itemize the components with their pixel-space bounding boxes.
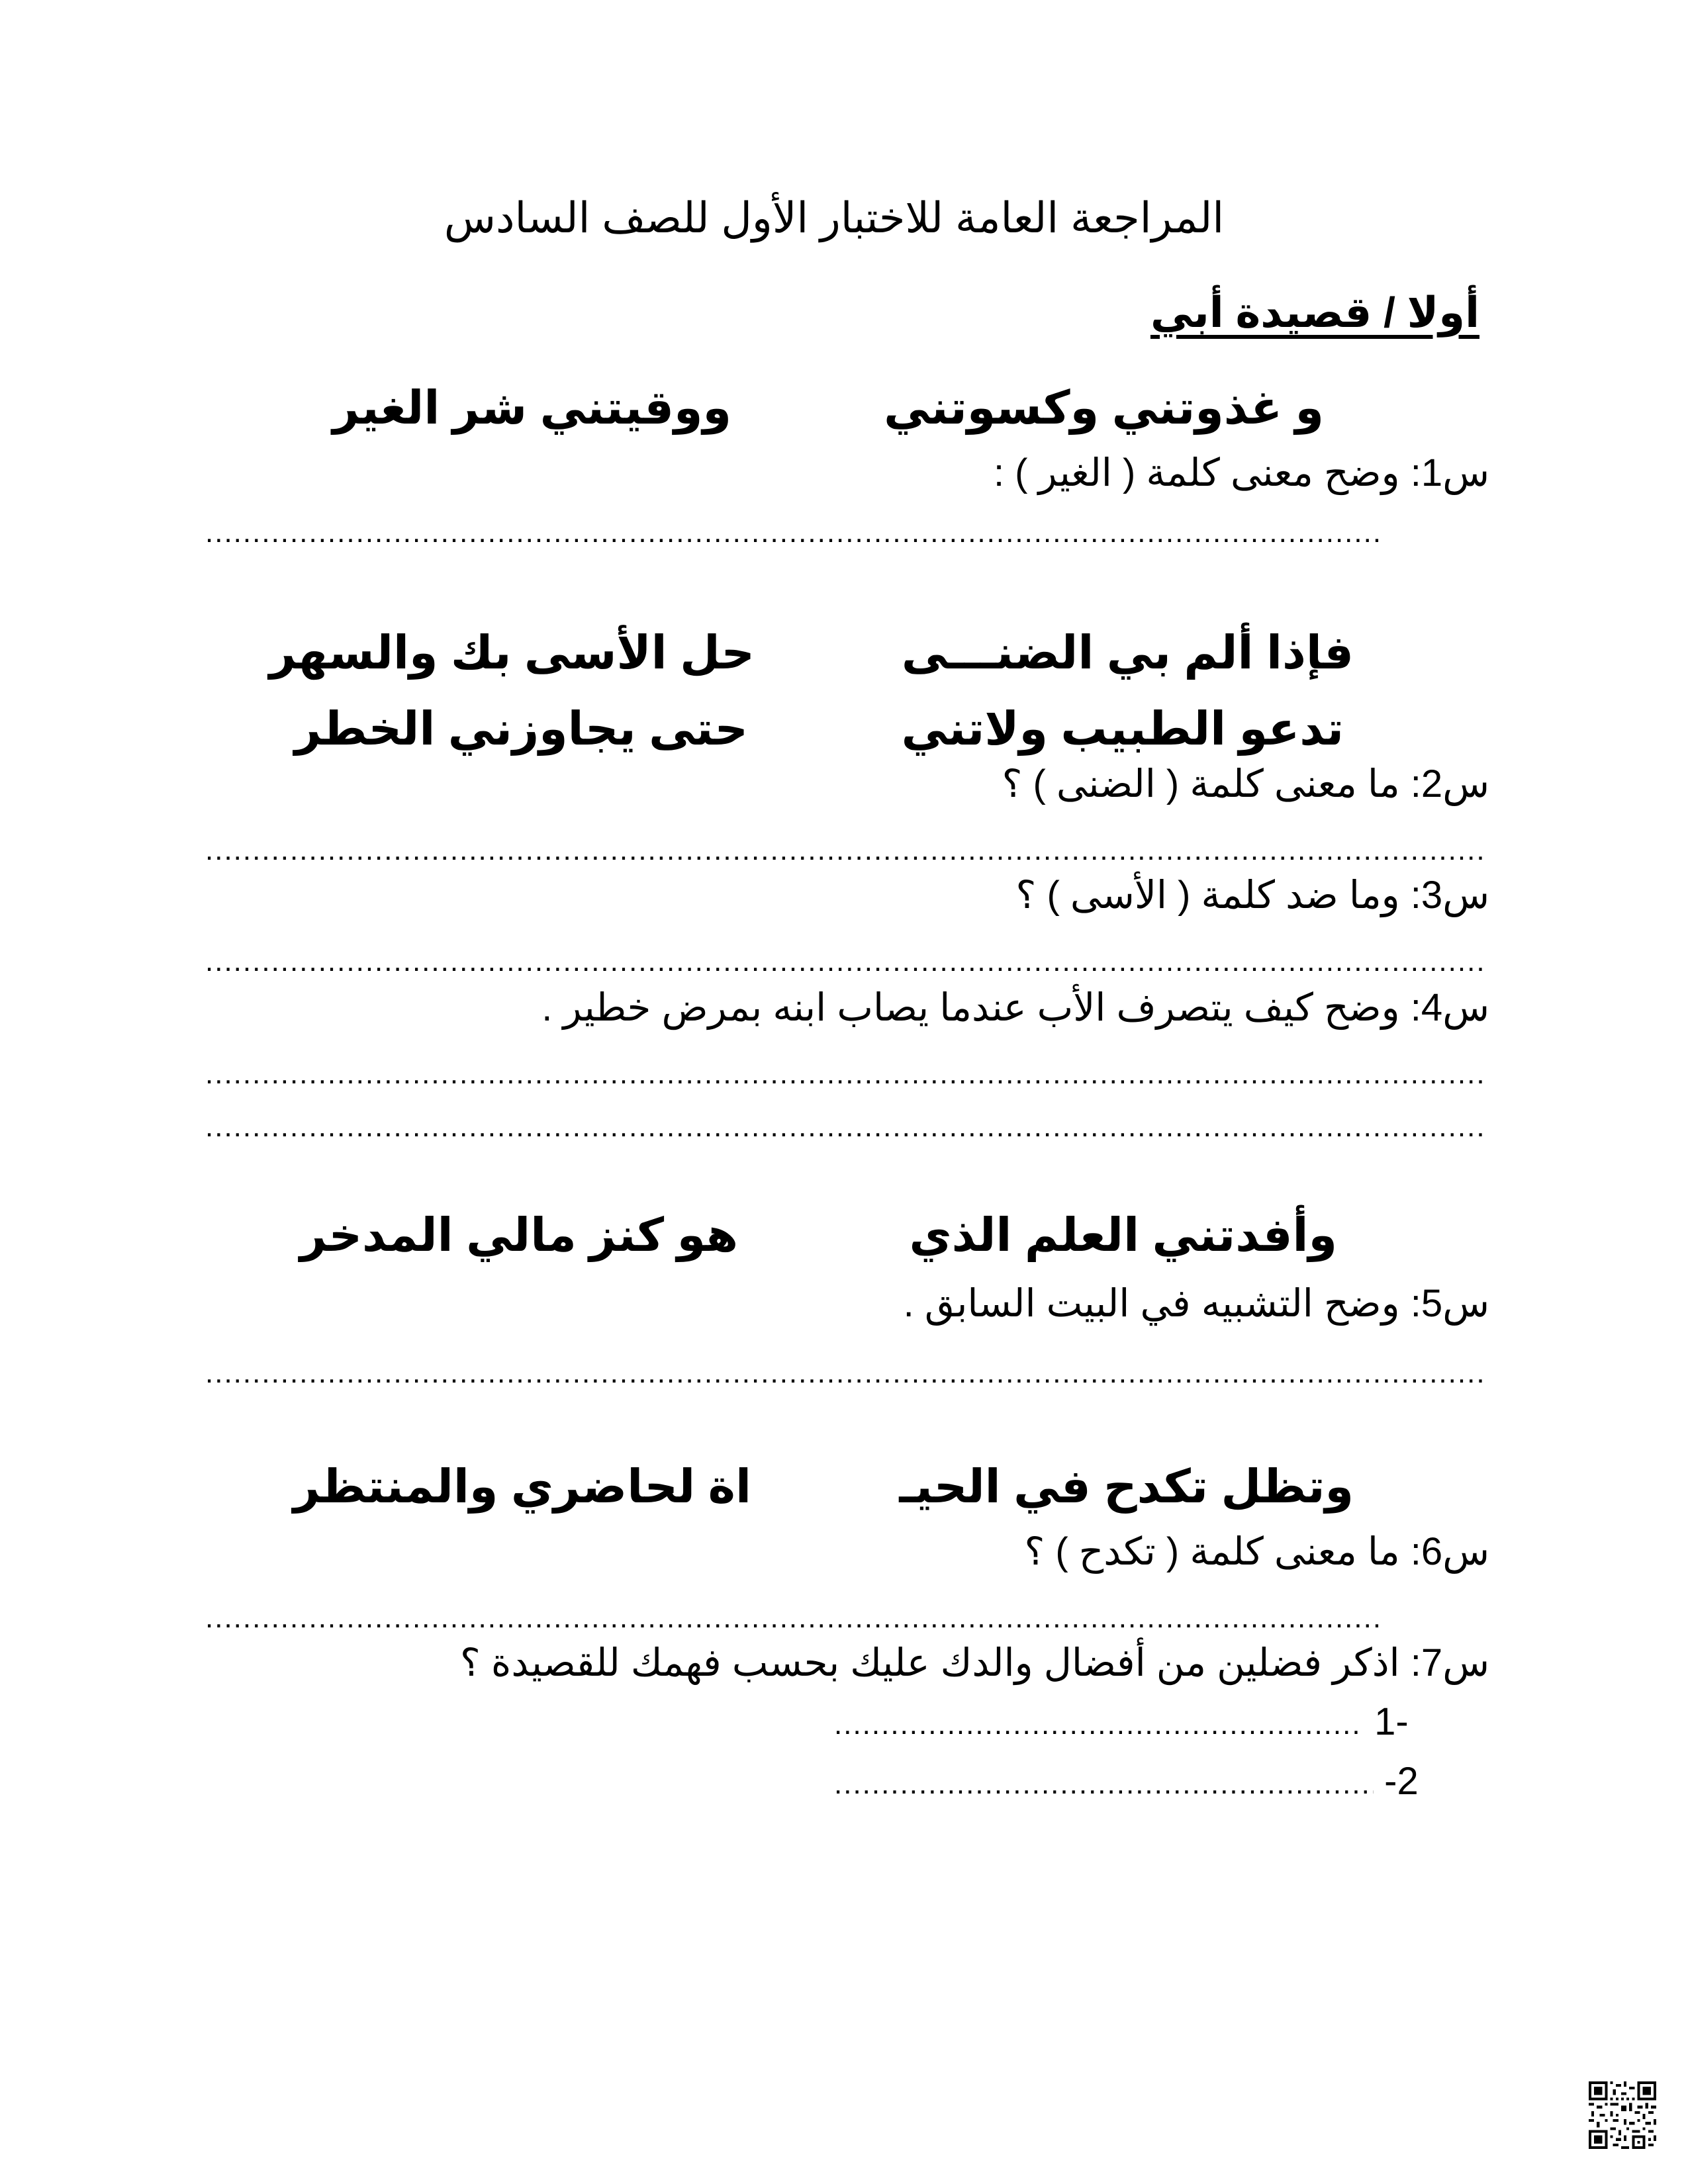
answer-item-1-line[interactable] — [834, 1705, 1364, 1745]
verse-5-left: اة لحاضري والمنتظر — [293, 1461, 751, 1512]
answer-line-4b[interactable] — [205, 1107, 1486, 1147]
question-5-label: س5: — [1410, 1282, 1489, 1325]
question-2 — [1002, 761, 1489, 806]
question-4 — [541, 985, 1489, 1030]
question-4-text: وضح كيف يتصرف الأب عندما يصاب ابنه بمرض خطير . — [541, 986, 1400, 1029]
question-4-label: س4: — [1410, 986, 1489, 1029]
answer-item-1-number: 1- — [1374, 1700, 1409, 1743]
answer-item-2-number: -2 — [1384, 1760, 1419, 1803]
question-7 — [460, 1640, 1489, 1685]
question-3-text: وما ضد كلمة ( الأسى ) ؟ — [1015, 874, 1400, 917]
question-6 — [1024, 1529, 1489, 1574]
verse-3-right: تدعو الطبيب ولاتني — [901, 703, 1344, 754]
question-3 — [1016, 872, 1489, 917]
answer-line-4a[interactable] — [205, 1054, 1486, 1094]
question-5-text: وضح التشبيه في البيت السابق . — [903, 1282, 1400, 1325]
question-5 — [904, 1281, 1489, 1326]
answer-line-5[interactable] — [205, 1353, 1486, 1393]
question-7-label: س7: — [1410, 1641, 1489, 1684]
verse-1-right: و غذوتني وكسوتني — [884, 382, 1324, 433]
question-6-label: س6: — [1410, 1530, 1489, 1573]
verse-2-left: حل الأسى بك والسهر — [269, 627, 755, 678]
verse-3-left: حتى يجاوزني الخطر — [294, 703, 748, 754]
verse-4-right: وأفدتني العلم الذي — [909, 1209, 1337, 1261]
answer-item-2-line[interactable] — [834, 1764, 1374, 1804]
question-2-text: ما معنى كلمة ( الضنى ) ؟ — [1002, 762, 1400, 805]
section-heading: أولا / قصيدة أبي — [1150, 289, 1479, 336]
question-2-label: س2: — [1410, 762, 1489, 805]
question-6-text: ما معنى كلمة ( تكدح ) ؟ — [1024, 1530, 1400, 1573]
verse-5-right: وتظل تكدح في الحيـ — [899, 1461, 1354, 1512]
verse-1-left: ووقيتني شر الغير — [332, 382, 731, 433]
verse-4-left: هو كنز مالي المدخر — [300, 1209, 738, 1261]
answer-line-6[interactable] — [205, 1598, 1383, 1638]
page-title: المراجعة العامة للاختبار الأول للصف السادس — [444, 194, 1225, 242]
question-7-text: اذكر فضلين من أفضال والدك عليك بحسب فهمك للقصيدة ؟ — [460, 1641, 1400, 1684]
question-1-text: وضح معنى كلمة ( الغير ) : — [993, 451, 1400, 494]
answer-line-1[interactable] — [205, 513, 1383, 553]
question-1 — [994, 450, 1489, 495]
answer-line-3[interactable] — [205, 942, 1486, 981]
answer-line-2[interactable] — [205, 831, 1486, 870]
question-3-label: س3: — [1410, 874, 1489, 917]
question-1-label: س1: — [1410, 451, 1489, 494]
answer-item-1 — [834, 1700, 1409, 1745]
answer-item-2 — [834, 1759, 1419, 1804]
qr-code-icon — [1589, 2081, 1656, 2149]
verse-2-right: فإذا ألم بي الضنـــى — [901, 627, 1354, 678]
